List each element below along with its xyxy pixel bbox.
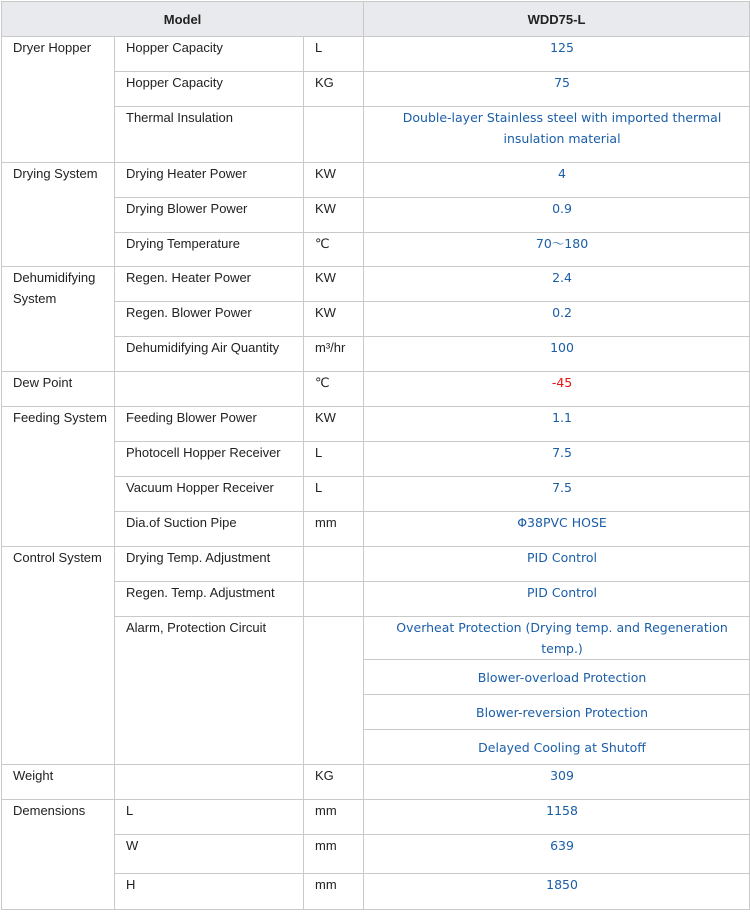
item-label: Drying Blower Power bbox=[115, 198, 304, 233]
spec-table bbox=[1, 1, 750, 910]
table-row bbox=[2, 37, 750, 72]
unit-label: ℃ bbox=[304, 372, 364, 407]
unit-label bbox=[304, 107, 364, 163]
item-label: Alarm, Protection Circuit bbox=[115, 617, 304, 765]
unit-label: m³/hr bbox=[304, 337, 364, 372]
table-row bbox=[2, 107, 750, 163]
unit-label: L bbox=[304, 442, 364, 477]
value-cell: 309 bbox=[364, 765, 750, 800]
value-cell: Double-layer Stainless steel with imported thermal insulation material bbox=[364, 107, 750, 163]
unit-label: KG bbox=[304, 765, 364, 800]
unit-label: mm bbox=[304, 874, 364, 910]
table-row bbox=[2, 582, 750, 617]
item-label: Hopper Capacity bbox=[115, 37, 304, 72]
value-cell: 7.5 bbox=[364, 442, 750, 477]
table-row bbox=[2, 617, 750, 660]
header-model: Model bbox=[2, 2, 364, 37]
category-weight: Weight bbox=[2, 765, 115, 800]
item-label: W bbox=[115, 835, 304, 874]
item-label: Regen. Heater Power bbox=[115, 267, 304, 302]
table-row bbox=[2, 765, 750, 800]
value-cell: PID Control bbox=[364, 547, 750, 582]
category-dew-point: Dew Point bbox=[2, 372, 115, 407]
table-row bbox=[2, 163, 750, 198]
unit-label: KW bbox=[304, 198, 364, 233]
unit-label: KW bbox=[304, 163, 364, 198]
value-cell: -45 bbox=[364, 372, 750, 407]
item-label: Photocell Hopper Receiver bbox=[115, 442, 304, 477]
unit-label: L bbox=[304, 477, 364, 512]
table-row bbox=[2, 233, 750, 267]
table-row bbox=[2, 372, 750, 407]
unit-label: ℃ bbox=[304, 233, 364, 267]
table-row bbox=[2, 72, 750, 107]
value-cell: PID Control bbox=[364, 582, 750, 617]
item-label: H bbox=[115, 874, 304, 910]
value-cell: 4 bbox=[364, 163, 750, 198]
table-row bbox=[2, 800, 750, 835]
value-cell: Blower-reversion Protection bbox=[364, 695, 750, 730]
table-row bbox=[2, 835, 750, 874]
table-row bbox=[2, 477, 750, 512]
table-header-row bbox=[2, 2, 750, 37]
category-feeding-system: Feeding System bbox=[2, 407, 115, 547]
value-cell: Blower-overload Protection bbox=[364, 660, 750, 695]
value-cell: 2.4 bbox=[364, 267, 750, 302]
unit-label: mm bbox=[304, 800, 364, 835]
item-label: Hopper Capacity bbox=[115, 72, 304, 107]
category-control-system: Control System bbox=[2, 547, 115, 765]
item-label: Drying Temperature bbox=[115, 233, 304, 267]
unit-label: mm bbox=[304, 512, 364, 547]
value-cell: 0.9 bbox=[364, 198, 750, 233]
item-label: Feeding Blower Power bbox=[115, 407, 304, 442]
unit-label: KW bbox=[304, 302, 364, 337]
table-row bbox=[2, 407, 750, 442]
table-row bbox=[2, 512, 750, 547]
category-dimensions: Demensions bbox=[2, 800, 115, 910]
value-cell: 7.5 bbox=[364, 477, 750, 512]
item-label: Regen. Temp. Adjustment bbox=[115, 582, 304, 617]
value-cell: 70～180 bbox=[364, 233, 750, 267]
value-cell: 1850 bbox=[364, 874, 750, 910]
value-cell: Delayed Cooling at Shutoff bbox=[364, 730, 750, 765]
unit-label: KW bbox=[304, 407, 364, 442]
unit-label bbox=[304, 617, 364, 765]
value-cell: Overheat Protection (Drying temp. and Regeneration temp.) bbox=[364, 617, 750, 660]
category-drying-system: Drying System bbox=[2, 163, 115, 267]
value-cell: 75 bbox=[364, 72, 750, 107]
item-label: Drying Heater Power bbox=[115, 163, 304, 198]
item-label: Dia.of Suction Pipe bbox=[115, 512, 304, 547]
table-row bbox=[2, 547, 750, 582]
unit-label bbox=[304, 582, 364, 617]
category-dehumidifying-system: Dehumidifying System bbox=[2, 267, 115, 372]
value-cell: 100 bbox=[364, 337, 750, 372]
table-row bbox=[2, 442, 750, 477]
unit-label: L bbox=[304, 37, 364, 72]
value-cell: 125 bbox=[364, 37, 750, 72]
value-cell: 1.1 bbox=[364, 407, 750, 442]
header-model-name: WDD75-L bbox=[364, 2, 750, 37]
category-dryer-hopper: Dryer Hopper bbox=[2, 37, 115, 163]
unit-label: KW bbox=[304, 267, 364, 302]
value-cell: Φ38PVC HOSE bbox=[364, 512, 750, 547]
item-label bbox=[115, 372, 304, 407]
item-label: Vacuum Hopper Receiver bbox=[115, 477, 304, 512]
value-cell: 1158 bbox=[364, 800, 750, 835]
table-row bbox=[2, 302, 750, 337]
table-row bbox=[2, 267, 750, 302]
item-label: Thermal Insulation bbox=[115, 107, 304, 163]
unit-label bbox=[304, 547, 364, 582]
item-label bbox=[115, 765, 304, 800]
value-cell: 0.2 bbox=[364, 302, 750, 337]
table-row bbox=[2, 874, 750, 910]
table-row bbox=[2, 198, 750, 233]
item-label: Drying Temp. Adjustment bbox=[115, 547, 304, 582]
table-row bbox=[2, 337, 750, 372]
item-label: L bbox=[115, 800, 304, 835]
item-label: Regen. Blower Power bbox=[115, 302, 304, 337]
value-cell: 639 bbox=[364, 835, 750, 874]
unit-label: mm bbox=[304, 835, 364, 874]
item-label: Dehumidifying Air Quantity bbox=[115, 337, 304, 372]
unit-label: KG bbox=[304, 72, 364, 107]
